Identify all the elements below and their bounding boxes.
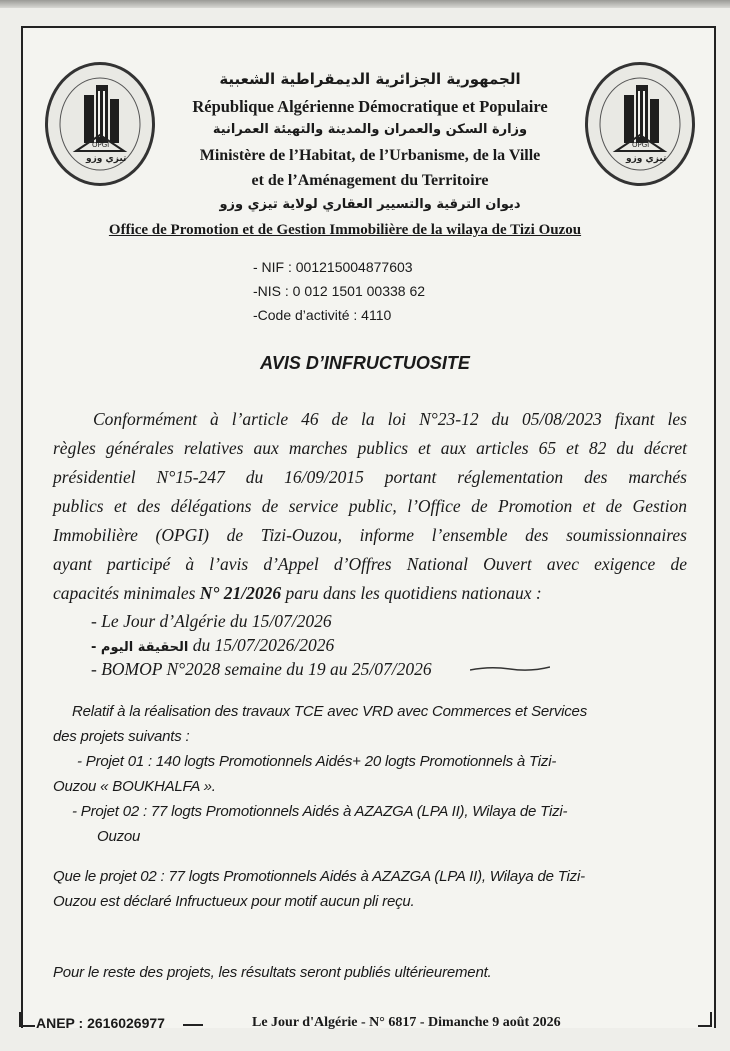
journal-date: du 15/07/2026/2026 <box>188 635 335 655</box>
notice-title: AVIS D’INFRUCTUOSITE <box>260 353 470 373</box>
header-ministry-arabic: وزارة السكن والعمران والمدينة والتهيئة العمرانية <box>212 122 528 137</box>
journal-item: - BOMOP N°2028 semaine du 19 au 25/07/2026 <box>91 659 432 679</box>
relatif-line: Relatif à la réalisation des travaux TCE avec VRD avec Commerces et Services <box>72 703 588 720</box>
project-item-cont: Ouzou <box>97 828 141 845</box>
opgi-seal-left <box>45 62 155 186</box>
footer-rule <box>183 1024 203 1026</box>
journal-item: - Le Jour d’Algérie du 15/07/2026 <box>91 611 332 631</box>
header-ministry-french-line1: Ministère de l’Habitat, de l’Urbanisme, de la Ville <box>199 147 541 164</box>
body-line: ayant participé à l’avis d’Appel d’Offres National Ouvert avec exigence de <box>53 554 687 574</box>
declaration-line: Ouzou est déclaré Infructueux pour motif aucun pli reçu. <box>53 893 415 910</box>
header-office-arabic: ديوان الترقية والتسيير العقاري لولاية تيزي وزو <box>219 197 521 212</box>
activity-code-line: -Code d’activité : 4110 <box>253 307 392 323</box>
nis-line: -NIS : 0 012 1501 00338 62 <box>253 283 426 299</box>
body-line-reference <box>53 581 687 605</box>
project-item-cont: Ouzou « BOUKHALFA ». <box>53 778 216 795</box>
body-line: présidentiel N°15-247 du 16/09/2015 portant réglementation des marchés <box>53 467 687 487</box>
header-office-french: Office de Promotion et de Gestion Immobilière de la wilaya de Tizi Ouzou <box>108 222 582 238</box>
footer-rule <box>710 1012 712 1026</box>
building-logo-icon <box>588 65 692 183</box>
body-line: Conformément à l’article 46 de la loi N°23-12 du 05/08/2023 fixant les <box>93 409 687 429</box>
page-footer <box>0 1012 730 1036</box>
reference-suffix: paru dans les quotidiens nationaux : <box>281 583 542 603</box>
relatif-line: des projets suivants : <box>53 728 190 745</box>
building-logo-icon <box>48 65 152 183</box>
footer-rule <box>698 1025 712 1027</box>
journal-item <box>91 633 725 660</box>
scan-top-band <box>0 0 730 8</box>
identifiers-block <box>253 255 425 327</box>
seal-center-label: OPGI <box>632 141 650 149</box>
project-item: - Projet 02 : 77 logts Promotionnels Aidés à AZAZGA (LPA II), Wilaya de Tizi- <box>72 803 568 820</box>
anep-reference: ANEP : 2616026977 <box>36 1015 165 1031</box>
header-republic-arabic: الجمهورية الجزائرية الديمقراطية الشعبية <box>219 70 521 88</box>
remaining-results-line: Pour le reste des projets, les résultats seront publiés ultérieurement. <box>53 964 492 981</box>
body-line: règles générales relatives aux marches publics et aux articles 65 et 82 du décret <box>53 438 687 458</box>
tender-number: N° 21/2026 <box>199 583 282 603</box>
declaration-line: Que le projet 02 : 77 logts Promotionnels Aidés à AZAZGA (LPA II), Wilaya de Tizi- <box>53 868 585 885</box>
footer-rule <box>19 1012 21 1026</box>
body-line: publics et des délégations de service public, l’Office de Promotion et de Gestion <box>53 496 687 516</box>
footer-rule <box>19 1025 35 1027</box>
body-line: Immobilière (OPGI) de Tizi-Ouzou, informe l’ensemble des soumissionnaires <box>53 525 687 545</box>
seal-bottom-label: تيزي وزو <box>86 154 127 164</box>
project-item: - Projet 01 : 140 logts Promotionnels Aidés+ 20 logts Promotionnels à Tizi- <box>77 753 557 770</box>
opgi-seal-right <box>585 62 695 186</box>
journal-issue: Le Jour d'Algérie - N° 6817 - Dimanche 9 août 2026 <box>252 1015 561 1030</box>
header-republic-french: République Algérienne Démocratique et Populaire <box>192 97 548 116</box>
reference-prefix: capacités minimales <box>53 583 200 603</box>
seal-center-label: OPGI <box>92 141 110 149</box>
header-ministry-french-line2: et de l’Aménagement du Territoire <box>251 172 489 189</box>
pen-stroke-mark <box>470 664 550 674</box>
journal-arabic-name: - الحقيقة اليوم <box>91 640 189 655</box>
seal-bottom-label: تيزي وزو <box>626 154 667 164</box>
nif-line: - NIF : 001215004877603 <box>253 259 413 275</box>
